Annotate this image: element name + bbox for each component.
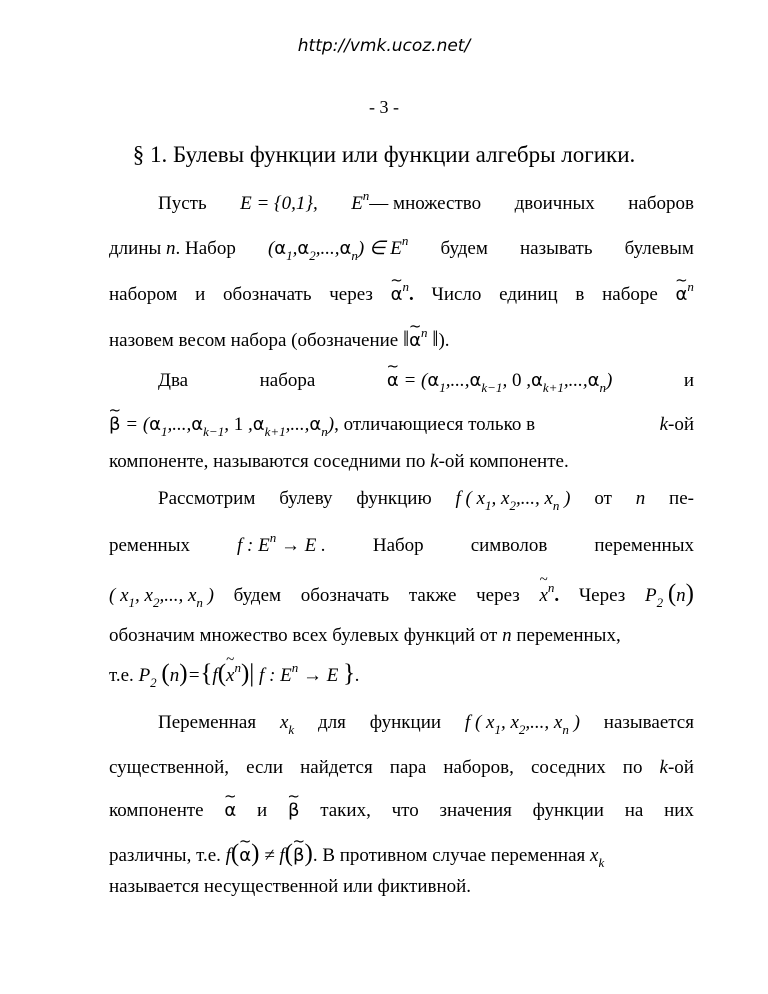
- word: для: [318, 712, 346, 733]
- var-n: n: [635, 488, 646, 509]
- word: на: [624, 800, 644, 821]
- word: через: [329, 284, 373, 305]
- word: Два: [158, 370, 189, 391]
- word: функцию: [356, 488, 432, 509]
- p3-line5: т.е. $P_2$ (n)={f(~ $x^n)|$ f : $E^n \to E$ }.: [109, 660, 360, 688]
- word: них: [664, 800, 694, 821]
- word: Набор: [372, 535, 424, 556]
- p1-line1: [158, 188, 694, 215]
- word: булеву: [279, 488, 333, 509]
- p4-line4: различны, т.е. f(~ α) ≠ f(~ β). В противном случае переменная $x_k$: [109, 840, 604, 868]
- word: обозначать: [300, 585, 390, 606]
- formula-beta-tuple: ~ $\beta = (\alpha_1,...,\alpha_{k-1}$, 1 $,\alpha_{k+1},...,\alpha_n$), отличающиеся только в: [109, 414, 535, 436]
- page-number: - 3 -: [369, 97, 399, 117]
- word: Через: [578, 585, 626, 606]
- word: и: [257, 800, 268, 821]
- p3-line2: [109, 530, 694, 557]
- word: символов: [470, 535, 548, 556]
- var-xk: $x_k$: [279, 712, 295, 737]
- section-title: § 1. Булевы функции или функции алгебры логики.: [132, 142, 636, 167]
- word: наборов: [628, 193, 694, 214]
- p2-line1: [158, 370, 694, 395]
- word: таких,: [320, 800, 371, 821]
- p1-line2: [109, 233, 694, 263]
- formula-p2: $P_2$ (n): [644, 580, 694, 610]
- p2-line2: [109, 414, 694, 439]
- word: Рассмотрим: [158, 488, 256, 509]
- header-url: http://vmk.ucoz.net/: [297, 36, 471, 56]
- word: Число: [431, 284, 482, 305]
- word: двоичных: [514, 193, 595, 214]
- word: набором: [109, 284, 178, 305]
- formula-alpha-n: ~ $\alpha^n$: [676, 284, 694, 306]
- word: соседних: [530, 757, 606, 778]
- word: существенной,: [109, 757, 230, 778]
- word: функции: [532, 800, 604, 821]
- word: компоненте: [109, 800, 204, 821]
- word: и: [195, 284, 206, 305]
- word: единиц: [499, 284, 558, 305]
- word: Переменная: [158, 712, 257, 733]
- p3-line4: [109, 625, 694, 647]
- formula-f: f ( $x_1$, $x_2$,..., $x_n$ ): [464, 712, 580, 737]
- formula-x-tuple: ( $x_1$, $x_2$,..., $x_n$ ): [109, 585, 214, 610]
- formula-e-set: E = {0,1},: [240, 193, 318, 214]
- formula-en: $E^n—$ множество: [351, 188, 482, 214]
- word: функции: [369, 712, 442, 733]
- word: булевым: [624, 238, 694, 259]
- word: будем: [233, 585, 282, 606]
- word: k-ой: [659, 414, 694, 435]
- formula-tuple: $(\alpha_1,\alpha_2,...,\alpha_n)$ ∈ $E^n$: [267, 233, 409, 263]
- p3-line3: [109, 580, 694, 608]
- word: k-ой: [659, 757, 694, 778]
- word: называть: [520, 238, 593, 259]
- word: если: [246, 757, 284, 778]
- word: переменных: [594, 535, 694, 556]
- word: называется: [603, 712, 694, 733]
- word: от: [594, 488, 612, 509]
- p4-line5: называется несущественной или фиктивной.: [109, 876, 472, 897]
- word: значения: [439, 800, 512, 821]
- word: по: [622, 757, 643, 778]
- word: что: [391, 800, 419, 821]
- formula-alpha-tuple: ~ $\alpha = (\alpha_1,...,\alpha_{k-1}$, 0 $,\alpha_{k+1},...,\alpha_n$): [387, 370, 612, 392]
- p4-line3: [109, 800, 694, 822]
- p4-line1: [158, 712, 694, 737]
- word: набора: [259, 370, 316, 391]
- word: через: [476, 585, 520, 606]
- p1-line4: назовем весом набора (обозначение ‖~ $\alpha^n$ ‖).: [109, 326, 450, 352]
- formula-p2-def: $P_2$ (n)={f(~ $x^n)|$ f : $E^n \to E$ }.: [139, 665, 360, 686]
- word: пара: [389, 757, 427, 778]
- formula-neq: f(~ α) ≠ f(~ β): [226, 845, 313, 866]
- word: длины n. Набор: [109, 238, 236, 259]
- word: пе-: [669, 488, 694, 509]
- p2-line3: компоненте, называются соседними по k-ой компоненте.: [109, 451, 569, 472]
- formula-x-n: ~ $x^n$.: [539, 585, 559, 607]
- p3-line1: [158, 488, 694, 513]
- formula-alpha-n: ~ $\alpha^n$.: [391, 284, 414, 306]
- p1-line3: [109, 279, 694, 306]
- alpha-tilde: ~ α: [224, 800, 236, 821]
- word: в: [575, 284, 585, 305]
- word: найдется: [300, 757, 373, 778]
- word: ременных: [109, 535, 190, 556]
- formula-map: f : $E^n \to E$ .: [237, 530, 326, 556]
- word: будем: [440, 238, 488, 259]
- var-xk: $x_k$: [590, 845, 605, 870]
- word: обозначать: [223, 284, 312, 305]
- word: также: [408, 585, 457, 606]
- word: наборов,: [443, 757, 514, 778]
- word: Пусть: [158, 193, 207, 214]
- beta-tilde: ~ β: [288, 800, 300, 821]
- text: обозначим множество всех булевых функций от n переменных,: [109, 625, 621, 646]
- word: наборе: [602, 284, 658, 305]
- word: и: [683, 370, 694, 391]
- p4-line2: [109, 757, 694, 779]
- formula-f: f ( $x_1$, $x_2$,..., $x_n$ ): [455, 488, 571, 513]
